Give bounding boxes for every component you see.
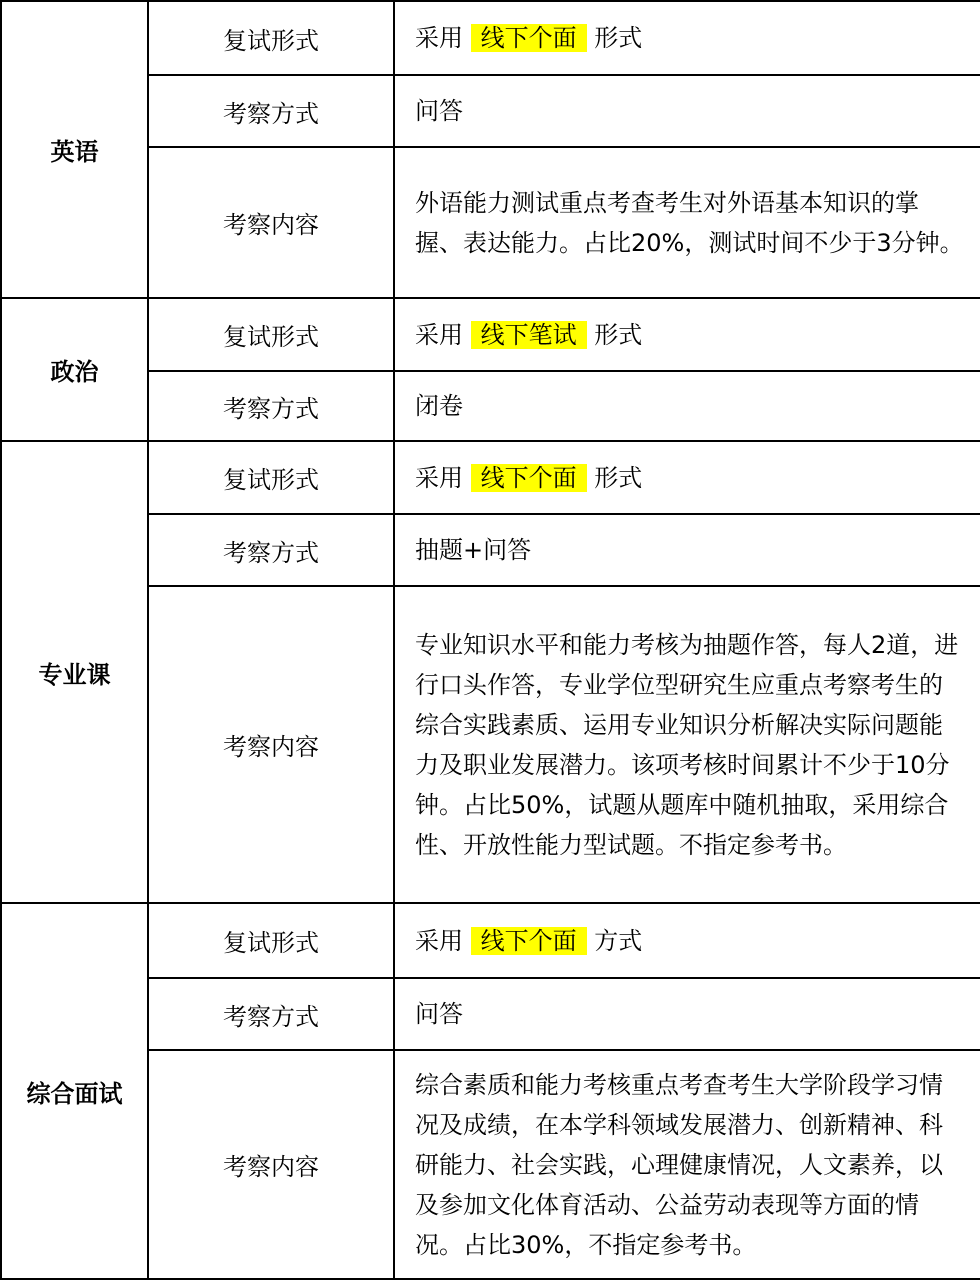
item-cell: 考察方式 (148, 371, 394, 441)
highlighted-mode: 线下笔试 (471, 321, 587, 349)
subject-cell: 政治 (1, 298, 148, 441)
value-suffix: 方式 (594, 926, 643, 955)
item-cell: 考察方式 (148, 978, 394, 1050)
value-cell: 抽题+问答 (394, 514, 980, 586)
value-prefix: 采用 (415, 926, 463, 955)
table-row (1, 903, 980, 978)
value-cell (394, 441, 980, 514)
value-cell (394, 1, 980, 75)
item-cell: 考察内容 (148, 1050, 394, 1279)
value-cell: 综合素质和能力考核重点考查考生大学阶段学习情况及成绩，在本学科领域发展潜力、创新精神、科研能力、社会实践，心理健康情况，人文素养，以及参加文化体育活动、公益劳动表现等方面的情况。占比30%，不指定参考书。 (394, 1050, 980, 1279)
value-cell: 专业知识水平和能力考核为抽题作答，每人2道，进行口头作答，专业学位型研究生应重点考察考生的综合实践素质、运用专业知识分析解决实际问题能力及职业发展潜力。该项考核时间累计不少于10分钟。占比50%，试题从题库中随机抽取，采用综合性、开放性能力型试题。不指定参考书。 (394, 586, 980, 903)
table-row (1, 978, 980, 1050)
value-cell: 问答 (394, 75, 980, 147)
highlighted-mode: 线下个面 (471, 927, 587, 955)
value-cell (394, 903, 980, 978)
subject-cell: 英语 (1, 1, 148, 298)
table-row (1, 514, 980, 586)
value-suffix: 形式 (594, 320, 643, 349)
item-cell: 复试形式 (148, 298, 394, 371)
value-cell: 外语能力测试重点考查考生对外语基本知识的掌握、表达能力。占比20%，测试时间不少于3分钟。 (394, 147, 980, 298)
table-row (1, 147, 980, 298)
table-row (1, 586, 980, 903)
value-prefix: 采用 (415, 463, 463, 492)
value-cell (394, 298, 980, 371)
value-prefix: 采用 (415, 24, 463, 52)
highlighted-mode: 线下个面 (471, 24, 587, 52)
value-cell: 闭卷 (394, 371, 980, 441)
item-cell: 复试形式 (148, 1, 394, 75)
item-cell: 考察方式 (148, 75, 394, 147)
subject-cell: 综合面试 (1, 903, 148, 1279)
highlighted-mode: 线下个面 (471, 464, 587, 492)
subject-cell: 专业课 (1, 441, 148, 903)
table-row (1, 298, 980, 371)
item-cell: 复试形式 (148, 903, 394, 978)
table-row (1, 1050, 980, 1279)
item-cell: 考察内容 (148, 586, 394, 903)
value-cell: 问答 (394, 978, 980, 1050)
value-suffix: 形式 (594, 463, 643, 492)
table-row (1, 371, 980, 441)
value-prefix: 采用 (415, 320, 463, 349)
item-cell: 考察方式 (148, 514, 394, 586)
table-row (1, 441, 980, 514)
table-row (1, 75, 980, 147)
table-row (1, 1, 980, 75)
item-cell: 复试形式 (148, 441, 394, 514)
value-suffix: 形式 (594, 24, 643, 52)
item-cell: 考察内容 (148, 147, 394, 298)
